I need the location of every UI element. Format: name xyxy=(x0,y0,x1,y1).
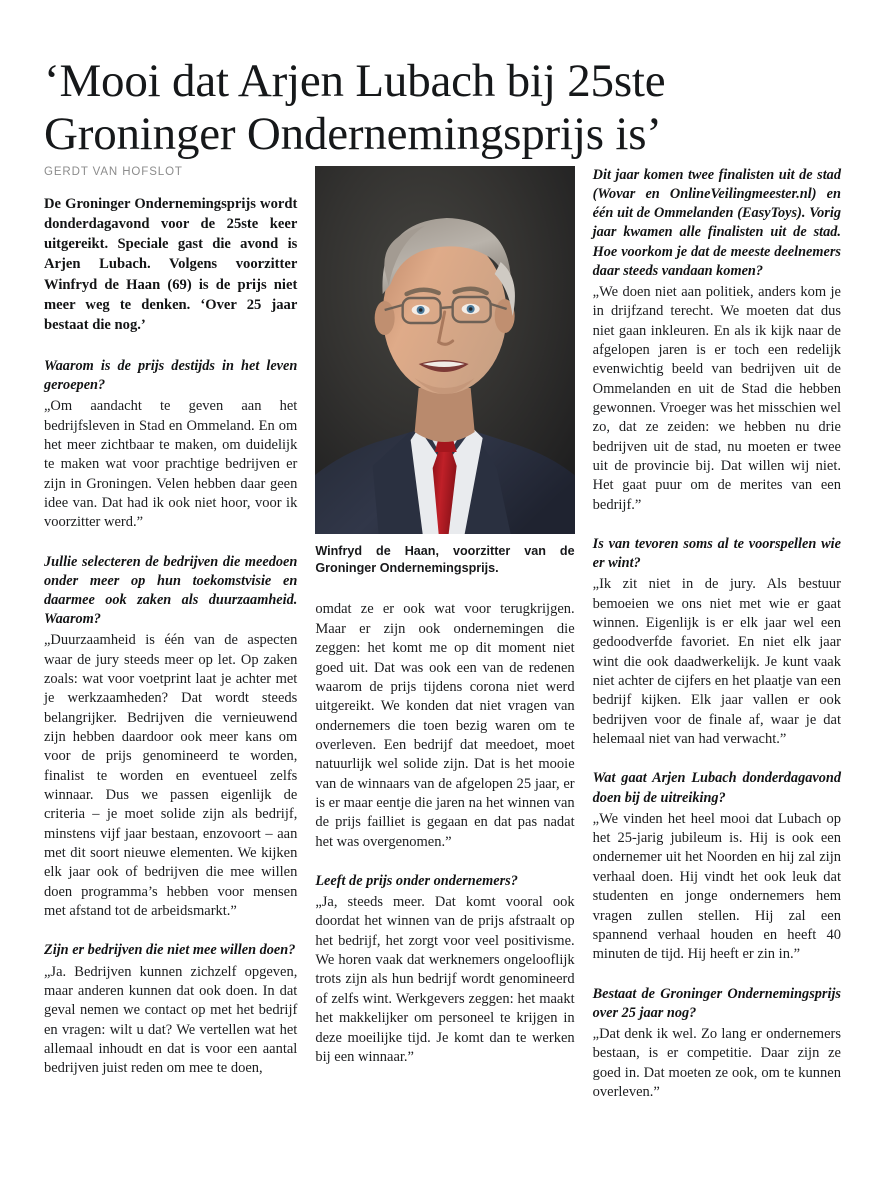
answer-6: „Ik zit niet in de jury. Als bestuur bemoeien we ons niet met wie er gaat winnen. Eigenlijk is er elk jaar wel een gedoodverfde favoriet. En niet elk jaar wint die ook daadwerkelijk. Je kunt vaak niet achter de cijfers en het plaatje van een bedrijf kijken. Elk jaar vallen er ook bedrijven voor de finale af, waar je dat helemaal niet van had verwacht.” xyxy=(592,576,841,748)
article-columns xyxy=(44,166,841,1176)
answer-3-part-two: omdat ze er ook wat voor terugkrijgen. Maar er zijn ook ondernemingen die zeggen: het komt me op dit moment niet goed uit. Dat was ook een van de redenen waarom de prijs tijdens corona niet werd uitgereikt. We konden dat niet vragen van ondernemers die toen bezig waren om te overleven. Een bedrijf dat meedoet, moet natuurlijk wel solide zijn. Dat is het mooie van de winnaars van de afgelopen 25 jaar, er is er maar eentje die jaren na het winnen van de prijs failliet is gegaan en dat pas nadat het was overgenomen.” xyxy=(315,601,575,850)
question-3: Zijn er bedrijven die niet mee willen doen? xyxy=(44,942,296,959)
portrait-photo-image xyxy=(315,166,574,534)
answer-4: „Ja, steeds meer. Dat komt vooral ook doordat het winnen van de prijs afstraalt op het bedrijf, het zorgt voor veel positivisme. We horen vaak dat werknemers ongelooflijk trots zijn als hun bedrijf wordt genomineerd of zelfs wint. Werkgevers zeggen: het maakt het makkelijker om personeel te krijgen in deze moeilijke tijd. Je komt dan te werken bij een winnaar.” xyxy=(315,894,575,1065)
answer-2: „Duurzaamheid is één van de aspecten waar de jury steeds meer op let. Op zaken zoals: wat voor voetprint laat je achter met je werkzaamheden? Dat wordt steeds belangrijker. Bedrijven die vernieuwend zijn hebben daardoor ook meer kans om voor de prijs genomineerd te worden, finalist te worden en eventueel zelfs winnaar. Dus we passen eigenlijk de criteria – je moet solide zijn als bedrijf, minstens vijf jaar bestaan, enzovoort – aan met dit soort nieuwe elementen. We kijken elk jaar ook of bedrijven die mee willen doen programma’s hebben voor mensen met afstand tot de arbeidsmarkt.” xyxy=(44,632,298,920)
column-three xyxy=(593,166,841,1176)
question-5: Dit jaar komen twee finalisten uit de stad (Wovar en OnlineVeilingmeester.nl) en één uit de Ommelanden (EasyToys). Vorig jaar kwamen alle finalisten uit de stad. Hoe voorkom je dat de meeste deelnemers daar steeds vandaan komen? xyxy=(592,167,841,279)
question-1: Waarom is de prijs destijds in het leven geroepen? xyxy=(44,357,298,394)
question-4: Leeft de prijs onder ondernemers? xyxy=(315,872,518,889)
question-7: Wat gaat Arjen Lubach donderdagavond doen bij de uitreiking? xyxy=(592,770,841,806)
column-two xyxy=(315,166,574,1176)
question-6: Is van tevoren soms al te voorspellen wie er wint? xyxy=(592,536,841,572)
page-title: ‘Mooi dat Arjen Lubach bij 25ste Groninger Ondernemingsprijs is’ xyxy=(44,55,666,160)
photo-caption: Winfryd de Haan, voorzitter van de Groninger Ondernemingsprijs. xyxy=(315,544,575,575)
answer-8: „Dat denk ik wel. Zo lang er ondernemers bestaan, is er competitie. Daar zijn ze goed in. Dat moeten ze ook, om te kunnen overleven.” xyxy=(592,1025,841,1100)
column-one xyxy=(44,166,297,1176)
question-2: Jullie selecteren de bedrijven die meedoen onder meer op hun toekomstvisie en daarmee ook zaken als duurzaamheid. Waarom? xyxy=(44,553,298,628)
answer-3-part-one: „Ja. Bedrijven kunnen zichzelf opgeven, maar anderen kunnen dat ook doen. In dat geval nemen we contact op met het bedrijf en vragen: wilt u dat? We vertellen wat het allemaal inhoudt en dat is voor een aantal bedrijven juist reden om mee te doen, xyxy=(44,963,298,1077)
portrait-photo xyxy=(315,166,574,534)
lead-paragraph: De Groninger Ondernemingsprijs wordt donderdagavond voor de 25ste keer uitgereikt. Speciale gast die avond is Arjen Lubach. Volgens voorzitter Winfryd de Haan (69) is de prijs niet meer weg te denken. ‘Over 25 jaar bestaat die nog.’ xyxy=(44,196,298,333)
answer-1: „Om aandacht te geven aan het bedrijfsleven in Stad en Ommeland. En om het meer zichtbaar te maken, om duidelijk te maken wat voor prachtige bedrijven er zijn in Groningen. Velen hebben daar geen idee van. Dat had ik ook niet hoor, voor ik voorzitter werd.” xyxy=(44,398,298,531)
byline: GERDT VAN HOFSLOT xyxy=(44,166,183,178)
portrait-photo-figure xyxy=(315,166,574,534)
answer-7: „We vinden het heel mooi dat Lubach op het 25-jarig jubileum is. Hij is ook een ondernemer uit het Noorden en hij zal zijn verhaal doen. Hij vindt het ook leuk dat studenten en jonge ondernemers hem vragen zullen stellen. Hij zal een spannend verhaal houden en heeft 40 minuten de tijd. Hij heeft er zin in.” xyxy=(592,810,841,963)
answer-5: „We doen niet aan politiek, anders kom je in drijfzand terecht. We moeten dat dus niet gaan inkleuren. En als ik kijk naar de afgelopen jaren is er toch een redelijk evenwichtig beeld van bedrijven uit de Ommelanden en uit de Stad die hebben gewonnen. Vroeger was het misschien wel zo, dat ze zeiden: we hebben nu drie bedrijven uit de stad, nu moeten er twee uit de provincie bij. Dat willen wij niet. Het gaat puur om de merites van een bedrijf.” xyxy=(592,283,841,513)
question-8: Bestaat de Groninger Ondernemingsprijs over 25 jaar nog? xyxy=(592,985,841,1021)
